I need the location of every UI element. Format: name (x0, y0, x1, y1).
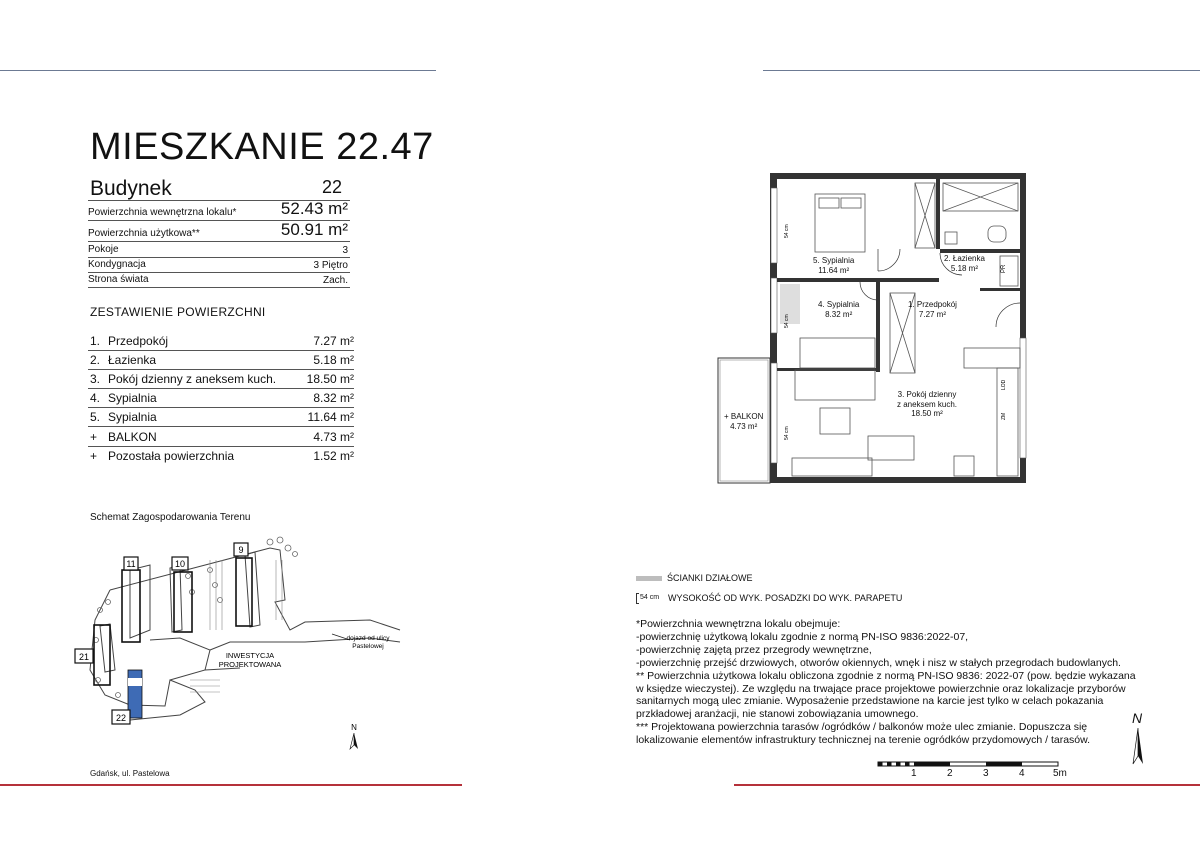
spec-row (88, 200, 350, 221)
road-label: PROJEKTOWANA (218, 660, 282, 669)
spec-value: 50.91 m² (280, 220, 348, 239)
room-row (88, 332, 354, 351)
spec-label: Powierzchnia użytkowa** (88, 228, 200, 239)
dw-label: ZM (1001, 412, 1007, 420)
room-label-area: 18.50 m² (911, 409, 943, 418)
room-label-area: 5.18 m² (950, 263, 979, 273)
access-label: dojazd od ulicy (346, 635, 390, 642)
building-label: 21 (78, 652, 90, 662)
room-number: + (90, 430, 98, 444)
room-name: Łazienka (108, 353, 157, 367)
room-label (908, 300, 957, 319)
sill-legend-label: WYSOKOŚĆ OD WYK. POSADZKI DO WYK. PARAPETU (668, 593, 903, 603)
spec-value: 3 Piętro (313, 260, 348, 271)
room-row (88, 389, 354, 408)
room-label-area: 4.73 m² (730, 421, 758, 431)
building-label: 9 (238, 545, 244, 555)
north-arrow-icon (1131, 728, 1145, 766)
room-name: Sypialnia (108, 391, 157, 405)
room-label-area: 11.64 m² (818, 265, 850, 275)
room-label-name: 5. Sypialnia (813, 256, 855, 265)
spec-row (88, 241, 350, 258)
floor-plan (700, 168, 1040, 488)
room-number: 3. (90, 372, 101, 386)
room-label (818, 300, 859, 319)
room-label-area: 7.27 m² (918, 309, 947, 319)
note-line: *Powierzchnia wewnętrzna lokalu obejmuje: (636, 618, 841, 630)
spec-label: Kondygnacja (88, 259, 146, 270)
room-number: 4. (90, 391, 101, 405)
scale-tick: 3 (983, 768, 989, 779)
room-area: 7.27 m² (313, 334, 354, 348)
partition-swatch (636, 576, 662, 581)
scale-tick: 5m (1053, 768, 1067, 779)
note-line: *** Projektowana powierzchnia tarasów /ogródków / balkonów może ulec zmianie. Dopuszcza się (636, 721, 1088, 734)
room-label (944, 254, 985, 273)
room-label-name: 2. Łazienka (944, 254, 985, 263)
spec-value: Zach. (322, 275, 348, 286)
north-arrow-icon (348, 733, 360, 751)
window-openings (771, 188, 1026, 463)
site-plan-title: Schemat Zagospodarowania Terenu (90, 512, 251, 523)
room-label-name: 1. Przedpokój (908, 300, 957, 309)
note-line: ** Powierzchnia użytkowa lokalu obliczona zgodnie z normą PN-ISO 9836: 2022-07 (pow. będzie wykazana (636, 669, 1136, 682)
page-title: MIESZKANIE 22.47 (90, 126, 434, 168)
sill-legend-value: 54 cm (640, 594, 660, 601)
scale-tick: 4 (1019, 768, 1025, 779)
top-rule-left (0, 70, 436, 71)
top-rule-right (763, 70, 1200, 71)
building-label: Budynek (90, 177, 172, 200)
building-label: 22 (115, 713, 127, 723)
building-value: 22 (322, 177, 343, 197)
spec-row (88, 257, 350, 273)
room-name: Pozostała powierzchnia (108, 449, 235, 463)
room-row (88, 408, 354, 427)
sill-mark: 54 cm (784, 224, 790, 238)
room-number: + (90, 449, 98, 463)
north-label: N (351, 723, 357, 730)
note-line: -powierzchnię przejść drzwiowych, otworów okiennych, wnęk i nisz w stałych przegrodach budowlanych. (636, 656, 1121, 669)
exterior-walls (770, 173, 1026, 483)
spec-label: Strona świata (88, 274, 149, 285)
room-name: Sypialnia (108, 410, 157, 424)
bottom-rule-left (0, 784, 462, 786)
room-name: Przedpokój (108, 334, 169, 348)
room-area: 8.32 m² (313, 391, 354, 405)
room-area: 4.73 m² (313, 430, 354, 444)
note-line: przkładowej aranżacji, nie stanowi zobowiązania umownego. (636, 708, 919, 721)
room-label (813, 256, 854, 275)
room-row (88, 351, 354, 370)
pr-label: PR (1001, 264, 1007, 273)
road-label: INWESTYCJA (225, 651, 275, 660)
room-label-name: z aneksem kuch. (897, 399, 958, 409)
note-line: lokalizowanie elementów infrastruktury technicznej na terenie ogródków przydomowych / tarasów. (636, 734, 1091, 747)
spec-row (88, 220, 350, 242)
room-area: 5.18 m² (313, 353, 354, 367)
room-number: 5. (90, 410, 101, 424)
sill-mark: 54 cm (784, 314, 790, 328)
partition-walls (777, 179, 1020, 372)
room-name: Pokój dzienny z aneksem kuch. (108, 372, 277, 386)
site-plan-map (70, 530, 430, 730)
scale-bar (876, 760, 1076, 786)
rooms-section-title: ZESTAWIENIE POWIERZCHNI (90, 305, 266, 319)
spec-value: 52.43 m² (280, 199, 348, 218)
room-area: 11.64 m² (307, 410, 354, 424)
room-label (724, 412, 763, 431)
scale-tick: 1 (911, 768, 917, 779)
room-number: 1. (90, 334, 101, 348)
room-name: BALKON (108, 430, 157, 444)
note-line: -powierzchnię użytkową lokalu zgodnie z normą PN-ISO 9836:2022-07, (636, 630, 969, 643)
furniture (792, 183, 1020, 476)
partition-fill (780, 284, 800, 324)
building-label: 10 (174, 559, 186, 569)
north-label-right: N (1132, 710, 1143, 726)
partition-legend-label: ŚCIANKI DZIAŁOWE (667, 573, 753, 583)
room-area: 18.50 m² (306, 372, 354, 386)
location-label: Gdańsk, ul. Pastelowa (90, 769, 170, 778)
sill-mark: 54 cm (784, 426, 790, 440)
room-label-name: 3. Pokój dzienny (897, 390, 957, 399)
room-label-area: 8.32 m² (825, 309, 853, 319)
note-line: w księdze wieczystej). Ze względu na trwające prace projektowe powierzchnie oraz lokalizacje przyborów (636, 682, 1126, 695)
room-row (88, 428, 354, 447)
sill-height-icon (636, 593, 639, 604)
note-line: sanitarnych mogą ulec zmianie. Wyposażenie przedstawione na karcie jest tylko w celach pokazania (636, 695, 1104, 708)
room-label-name: + BALKON (724, 412, 764, 421)
room-row (88, 370, 354, 389)
building-label: 11 (126, 559, 136, 569)
access-label: Pastelowej (352, 643, 384, 650)
fridge-label: LOD (1001, 379, 1007, 390)
room-row (88, 447, 354, 465)
spec-label: Powierzchnia wewnętrzna lokalu* (88, 207, 237, 218)
spec-row (88, 272, 350, 288)
spec-value: 3 (342, 245, 348, 256)
scale-tick: 2 (947, 768, 953, 779)
room-number: 2. (90, 353, 101, 367)
room-label-name: 4. Sypialnia (818, 300, 860, 309)
room-area: 1.52 m² (313, 449, 354, 463)
note-line: -powierzchnię zajętą przez przegrody wewnętrzne, (636, 643, 872, 656)
spec-label: Pokoje (88, 244, 119, 255)
room-label (897, 390, 957, 419)
notes-block (636, 618, 1156, 747)
